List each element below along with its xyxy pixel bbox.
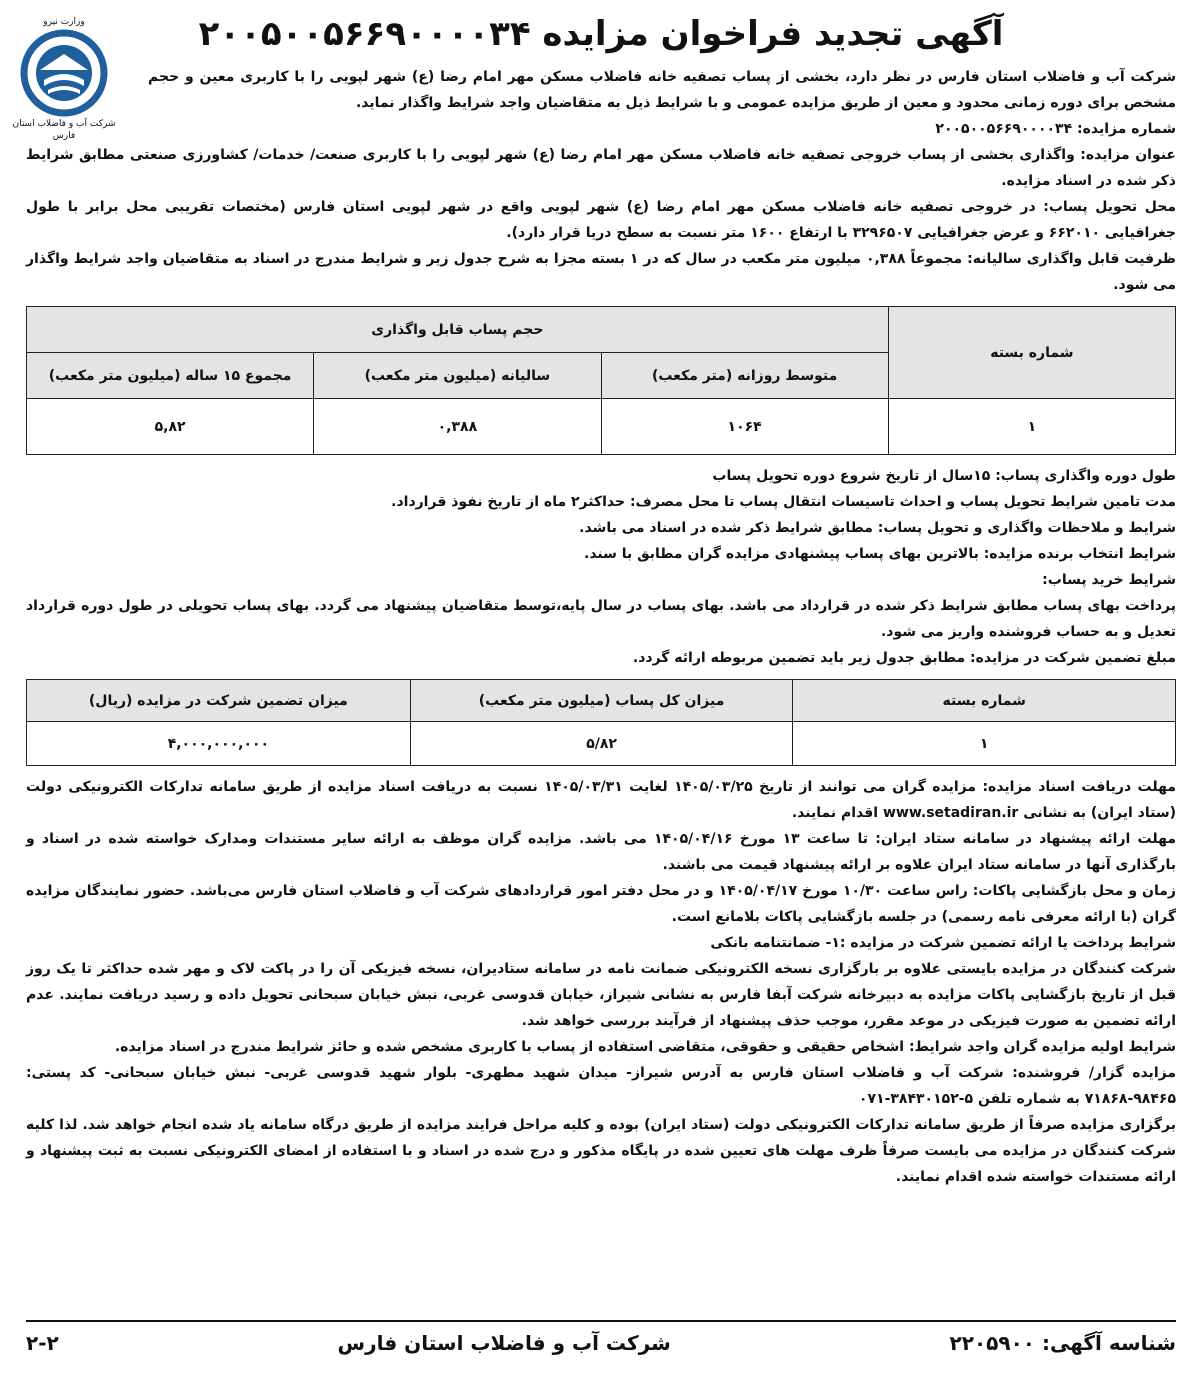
- cell-yearly: ۰,۳۸۸: [314, 399, 601, 455]
- footer-company: شرکت آب و فاضلاب استان فارس: [337, 1331, 671, 1355]
- auction-number: شماره مزایده: ۲۰۰۵۰۰۵۶۶۹۰۰۰۰۳۴: [935, 121, 1176, 137]
- condition-purchase: شرایط خرید پساب:: [1042, 572, 1176, 588]
- page-title: آگهی تجدید فراخوان مزایده ۲۰۰۵۰۰۵۶۶۹۰۰۰۰۳۴: [198, 14, 1004, 54]
- condition-payment: پرداخت بهای پساب مطابق شرایط ذکر شده در قرارداد می باشد. بهای پساب در سال پایه،توسط متقاضیان پیشنهاد می گردد. بهای پساب تحویلی در طول دوره قرارداد تعدیل و به حساب فروشنده واریز می شود.: [26, 598, 1176, 640]
- guarantee-table: [26, 679, 1176, 766]
- col-volume: میزان کل پساب (میلیون متر مکعب): [410, 680, 793, 722]
- docs-deadline: [26, 774, 1176, 826]
- table-row: [27, 399, 1176, 455]
- page-number: ۲-۲: [26, 1331, 59, 1355]
- auction-title: عنوان مزایده: واگذاری بخشی از پساب خروجی تصفیه خانه فاضلاب مسکن مهر امام رضا (ع) شهر لپویی را با کاربری صنعت/ خدمات/ کشاورزی صنعتی مطابق شرایط ذکر شده در اسناد مزایده.: [26, 147, 1176, 189]
- capacity: ظرفیت قابل واگذاری سالیانه: مجموعاً ۰,۳۸۸ میلیون متر مکعب در سال که در ۱ بسته مجزا به شرح جدول زیر و شرایط مندرج در اسناد به متقاضیان واجد شرایط واگذار می شود.: [26, 251, 1176, 293]
- organizer: مزایده گزار/ فروشنده: شرکت آب و فاضلاب استان فارس به آدرس شیراز- میدان شهید مطهری- بلوار شهید قدوسی غربی- نبش خیابان سبحانی- کد پستی: ۹۸۴۶۵-۷۱۸۶۸ به شماره تلفن ۵-۳۸۴۳۰۱۵۲-۰۷۱: [26, 1065, 1176, 1107]
- guarantee-text: شرکت کنندگان در مزایده بایستی علاوه بر بارگزاری نسخه الکترونیکی ضمانت نامه در سامانه ستادیران، نسخه فیزیکی آن را در پاکت لاک و مهر شده حداکثر تا یک روز قبل از تاریخ بازگشایی پاکات مزایده به دبیرخانه شرکت آبفا فارس به نشانی شیراز، خیابان قدوسی غربی، نبش خیابان سبحانی تحویل داده و رسید دریافت نمایند. عدم ارائه تضمین به صورت فیزیکی در موعد مقرر، موجب حذف پیشنهاد از فرآیند بررسی خواهد شد.: [26, 961, 1176, 1029]
- docs-deadline-end: اقدام نمایند.: [791, 805, 879, 821]
- condition-guarantee: مبلغ تضمین شرکت در مزایده: مطابق جدول زیر باید تضمین مربوطه ارائه گردد.: [632, 650, 1176, 666]
- setadiran-link[interactable]: www.setadiran.ir: [882, 805, 1019, 821]
- condition-supply: مدت تامین شرایط تحویل پساب و احداث تاسیسات انتقال پساب تا محل مصرف: حداکثر۲ ماه از تاریخ نفوذ قرارداد.: [391, 494, 1176, 510]
- col-daily: متوسط روزانه (متر مکعب): [601, 353, 888, 399]
- col-guarantee: میزان تضمین شرکت در مزایده (ریال): [27, 680, 411, 722]
- electronic-notice: برگزاری مزایده صرفاً از طریق سامانه تدارکات الکترونیکی دولت (ستاد ایران) بوده و کلیه مراحل فرایند مزایده از طریق درگاه سامانه یاد شده انجام خواهد شد. لذا کلیه شرکت کنندگان در مزایده می بایست صرفاً ظرف مهلت های تعیین شده در پایگاه مذکور و درج شده در اسناد و با استفاده از امضای الکترونیکی نسبت به ثبت پیشنهاد و ارائه مستندات خواسته شده اقدام نمایند.: [26, 1117, 1176, 1185]
- condition-period: طول دوره واگذاری پساب: ۱۵سال از تاریخ شروع دوره تحویل پساب: [712, 468, 1176, 484]
- ad-id: شناسه آگهی: ۲۲۰۵۹۰۰: [949, 1331, 1176, 1355]
- cell-package: ۱: [793, 722, 1176, 766]
- cell-total: ۵,۸۲: [27, 399, 314, 455]
- group-header: حجم پساب قابل واگذاری: [27, 307, 889, 353]
- col-package: شماره بسته: [793, 680, 1176, 722]
- table-row: [27, 722, 1176, 766]
- intro-paragraph: شرکت آب و فاضلاب استان فارس در نظر دارد، بخشی از پساب تصفیه خانه فاضلاب مسکن مهر امام رضا (ع) شهر لپویی را با کاربری معین و حجم مشخص برای دوره زمانی محدود و معین از طریق مزایده عمومی و با شرایط ذیل به متقاضیان واجد شرایط واگذار نماید.: [148, 69, 1176, 111]
- condition-delivery: شرایط و ملاحظات واگذاری و تحویل پساب: مطابق شرایط ذکر شده در اسناد می باشد.: [579, 520, 1176, 536]
- cell-guarantee: ۴,۰۰۰,۰۰۰,۰۰۰: [27, 722, 411, 766]
- docs-deadline-text: مهلت دریافت اسناد مزایده: مزایده گران می توانند از تاریخ ۱۴۰۵/۰۳/۲۵ لغایت ۱۴۰۵/۰۳/۳۱ نسبت به دریافت اسناد مزایده از طریق سامانه تدارکات الکترونیکی دولت (ستاد ایران) به نشانی: [26, 779, 1176, 821]
- condition-winner: شرایط انتخاب برنده مزایده: بالاترین بهای پساب پیشنهادی مزایده گران مطابق با سند.: [584, 546, 1176, 562]
- eligibility: شرایط اولیه مزایده گران واجد شرایط: اشخاص حقیقی و حقوقی، متقاضی استفاده از پساب با کاربری مشخص شده و حائز شرایط مندرج در اسناد مزایده.: [114, 1039, 1176, 1055]
- opening-time: زمان و محل بازگشایی پاکات: راس ساعت ۱۰/۳۰ مورخ ۱۴۰۵/۰۴/۱۷ و در محل دفتر امور قراردادهای شرکت آب و فاضلاب استان فارس می‌باشد. حضور نمایندگان مزایده گران (با ارائه معرفی نامه رسمی) در جلسه بازگشایی پاکات بلامانع است.: [26, 883, 1176, 925]
- col-package: شماره بسته: [888, 307, 1175, 399]
- volume-table: [26, 306, 1176, 455]
- cell-volume: ۵/۸۲: [410, 722, 793, 766]
- logo-top-text: وزارت نیرو: [43, 17, 85, 27]
- logo-bottom-text: شرکت آب و فاضلاب استان فارس: [12, 119, 116, 141]
- col-total: مجموع ۱۵ ساله (میلیون متر مکعب): [27, 353, 314, 399]
- col-yearly: سالیانه (میلیون متر مکعب): [314, 353, 601, 399]
- cell-package: ۱: [888, 399, 1175, 455]
- cell-daily: ۱۰۶۴: [601, 399, 888, 455]
- guarantee-type: شرایط پرداخت یا ارائه تضمین شرکت در مزایده :۱- ضمانتنامه بانکی: [710, 935, 1176, 951]
- bid-deadline: مهلت ارائه پیشنهاد در سامانه ستاد ایران: تا ساعت ۱۳ مورخ ۱۴۰۵/۰۴/۱۶ می باشد. مزایده گران موظف به ارائه سایر مستندات ومدارک خواسته شده در اسناد و بارگذاری آنها در سامانه ستاد ایران علاوه بر ارائه پیشنهاد قیمت می باشند.: [26, 831, 1176, 873]
- delivery-place: محل تحویل پساب: در خروجی تصفیه خانه فاضلاب مسکن مهر امام رضا (ع) شهر لپویی واقع در شهر لپویی استان فارس (مختصات تقریبی محل برابر با طول جغرافیایی ۶۶۲۰۱۰ و عرض جغرافیایی ۳۲۹۶۵۰۷ با ارتفاع ۱۶۰۰ متر نسبت به سطح دریا قرار دارد).: [26, 199, 1176, 241]
- footer: [26, 1320, 1176, 1364]
